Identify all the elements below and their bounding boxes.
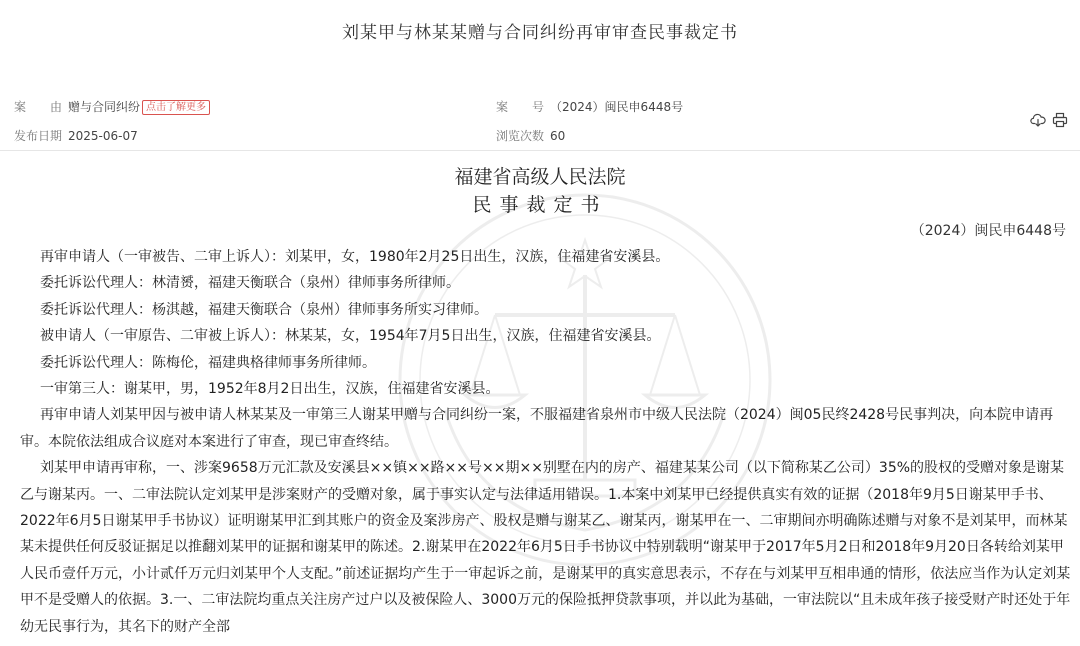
- publish-date: [14, 127, 138, 144]
- publish-date-value: 2025-06-07: [68, 129, 138, 143]
- header-divider: [0, 150, 1080, 151]
- retrial-claim-paragraph: 刘某甲申请再审称，一、涉案9658万元汇款及安溪县××镇××路××号××期××别墅在内的房产、福建某某公司（以下简称某乙公司）35%的股权的受赠对象是谢某乙与谢某丙。一、二审法院认定刘某甲是涉案财产的受赠对象，属于事实认定与法律适用错误。1.本案中刘某甲已经提供真实有效的证据（2018年9月5日谢某甲手书、2022年6月5日谢某甲手书协议）证明谢某甲汇到其账户的资金及案涉房产、股权是赠与谢某乙、谢某丙，谢某甲在一、二审期间亦明确陈述赠与对象不是刘某甲，而林某某未提供任何反驳证据足以推翻刘某甲的证据和谢某甲的陈述。2.谢某甲在2022年6月5日手书协议中特别载明“谢某甲于2017年5月2日和2018年9月20日各转给刘某甲人民币壹仟万元，小计贰仟万元归刘某甲个人支配。”前述证据均产生于一审起诉之前，是谢某甲的真实意思表示，不存在与刘某甲互相串通的情形，依法应当作为认定刘某甲不是受赠人的依据。3.一、二审法院均重点关注房产过户以及被保险人、3000万元的保险抵押贷款事项，并以此为基础，一审法院以“且未成年孩子接受财产时还处于年幼无民事行为，其名下的财产全部: [20, 460, 1071, 635]
- case-cause-value: 赠与合同纠纷: [68, 100, 141, 114]
- print-icon[interactable]: [1052, 112, 1068, 128]
- publish-date-label: 发布日期: [14, 129, 63, 143]
- case-number-label: 案 号: [496, 100, 545, 114]
- view-count-value: 60: [550, 129, 566, 143]
- party-respondent: 被申请人（一审原告、二审被上诉人）：林某某，女，1954年7月5日出生，汉族，住福建省安溪县。: [40, 328, 661, 345]
- party-agent-2: 委托诉讼代理人：杨淇越，福建天衡联合（泉州）律师事务所实习律师。: [40, 301, 488, 318]
- party-agent-3: 委托诉讼代理人：陈梅伦，福建典格律师事务所律师。: [40, 354, 376, 371]
- document-type: 民事裁定书: [472, 194, 608, 216]
- case-number-value: （2024）闽民申6448号: [550, 100, 684, 114]
- learn-more-button[interactable]: 点击了解更多: [142, 100, 210, 115]
- case-cause: [14, 98, 210, 115]
- case-background-paragraph: 再审申请人刘某甲因与被申请人林某某及一审第三人谢某甲赠与合同纠纷一案，不服福建省泉州市中级人民法院（2024）闽05民终2428号民事判决，向本院申请再审。本院依法组成合议庭对本案进行了审查，现已审查终结。: [20, 407, 1054, 450]
- view-count: [496, 127, 565, 144]
- document-case-number: （2024）闽民申6448号: [910, 223, 1066, 239]
- party-applicant: 再审申请人（一审被告、二审上诉人）：刘某甲，女，1980年2月25日出生，汉族，住福建省安溪县。: [40, 249, 670, 265]
- download-icon[interactable]: [1030, 112, 1046, 128]
- party-third: 一审第三人：谢某甲，男，1952年8月2日出生，汉族，住福建省安溪县。: [40, 381, 500, 398]
- page-title: 刘某甲与林某某赠与合同纠纷再审审查民事裁定书: [342, 23, 738, 43]
- case-cause-label: 案 由: [14, 100, 63, 114]
- document-body: [20, 244, 1074, 640]
- view-count-label: 浏览次数: [496, 129, 545, 143]
- court-name: 福建省高级人民法院: [454, 166, 626, 188]
- party-agent-1: 委托诉讼代理人：林清赟，福建天衡联合（泉州）律师事务所律师。: [40, 275, 460, 292]
- toolbar-icons: [1030, 112, 1068, 128]
- case-number: [496, 98, 683, 115]
